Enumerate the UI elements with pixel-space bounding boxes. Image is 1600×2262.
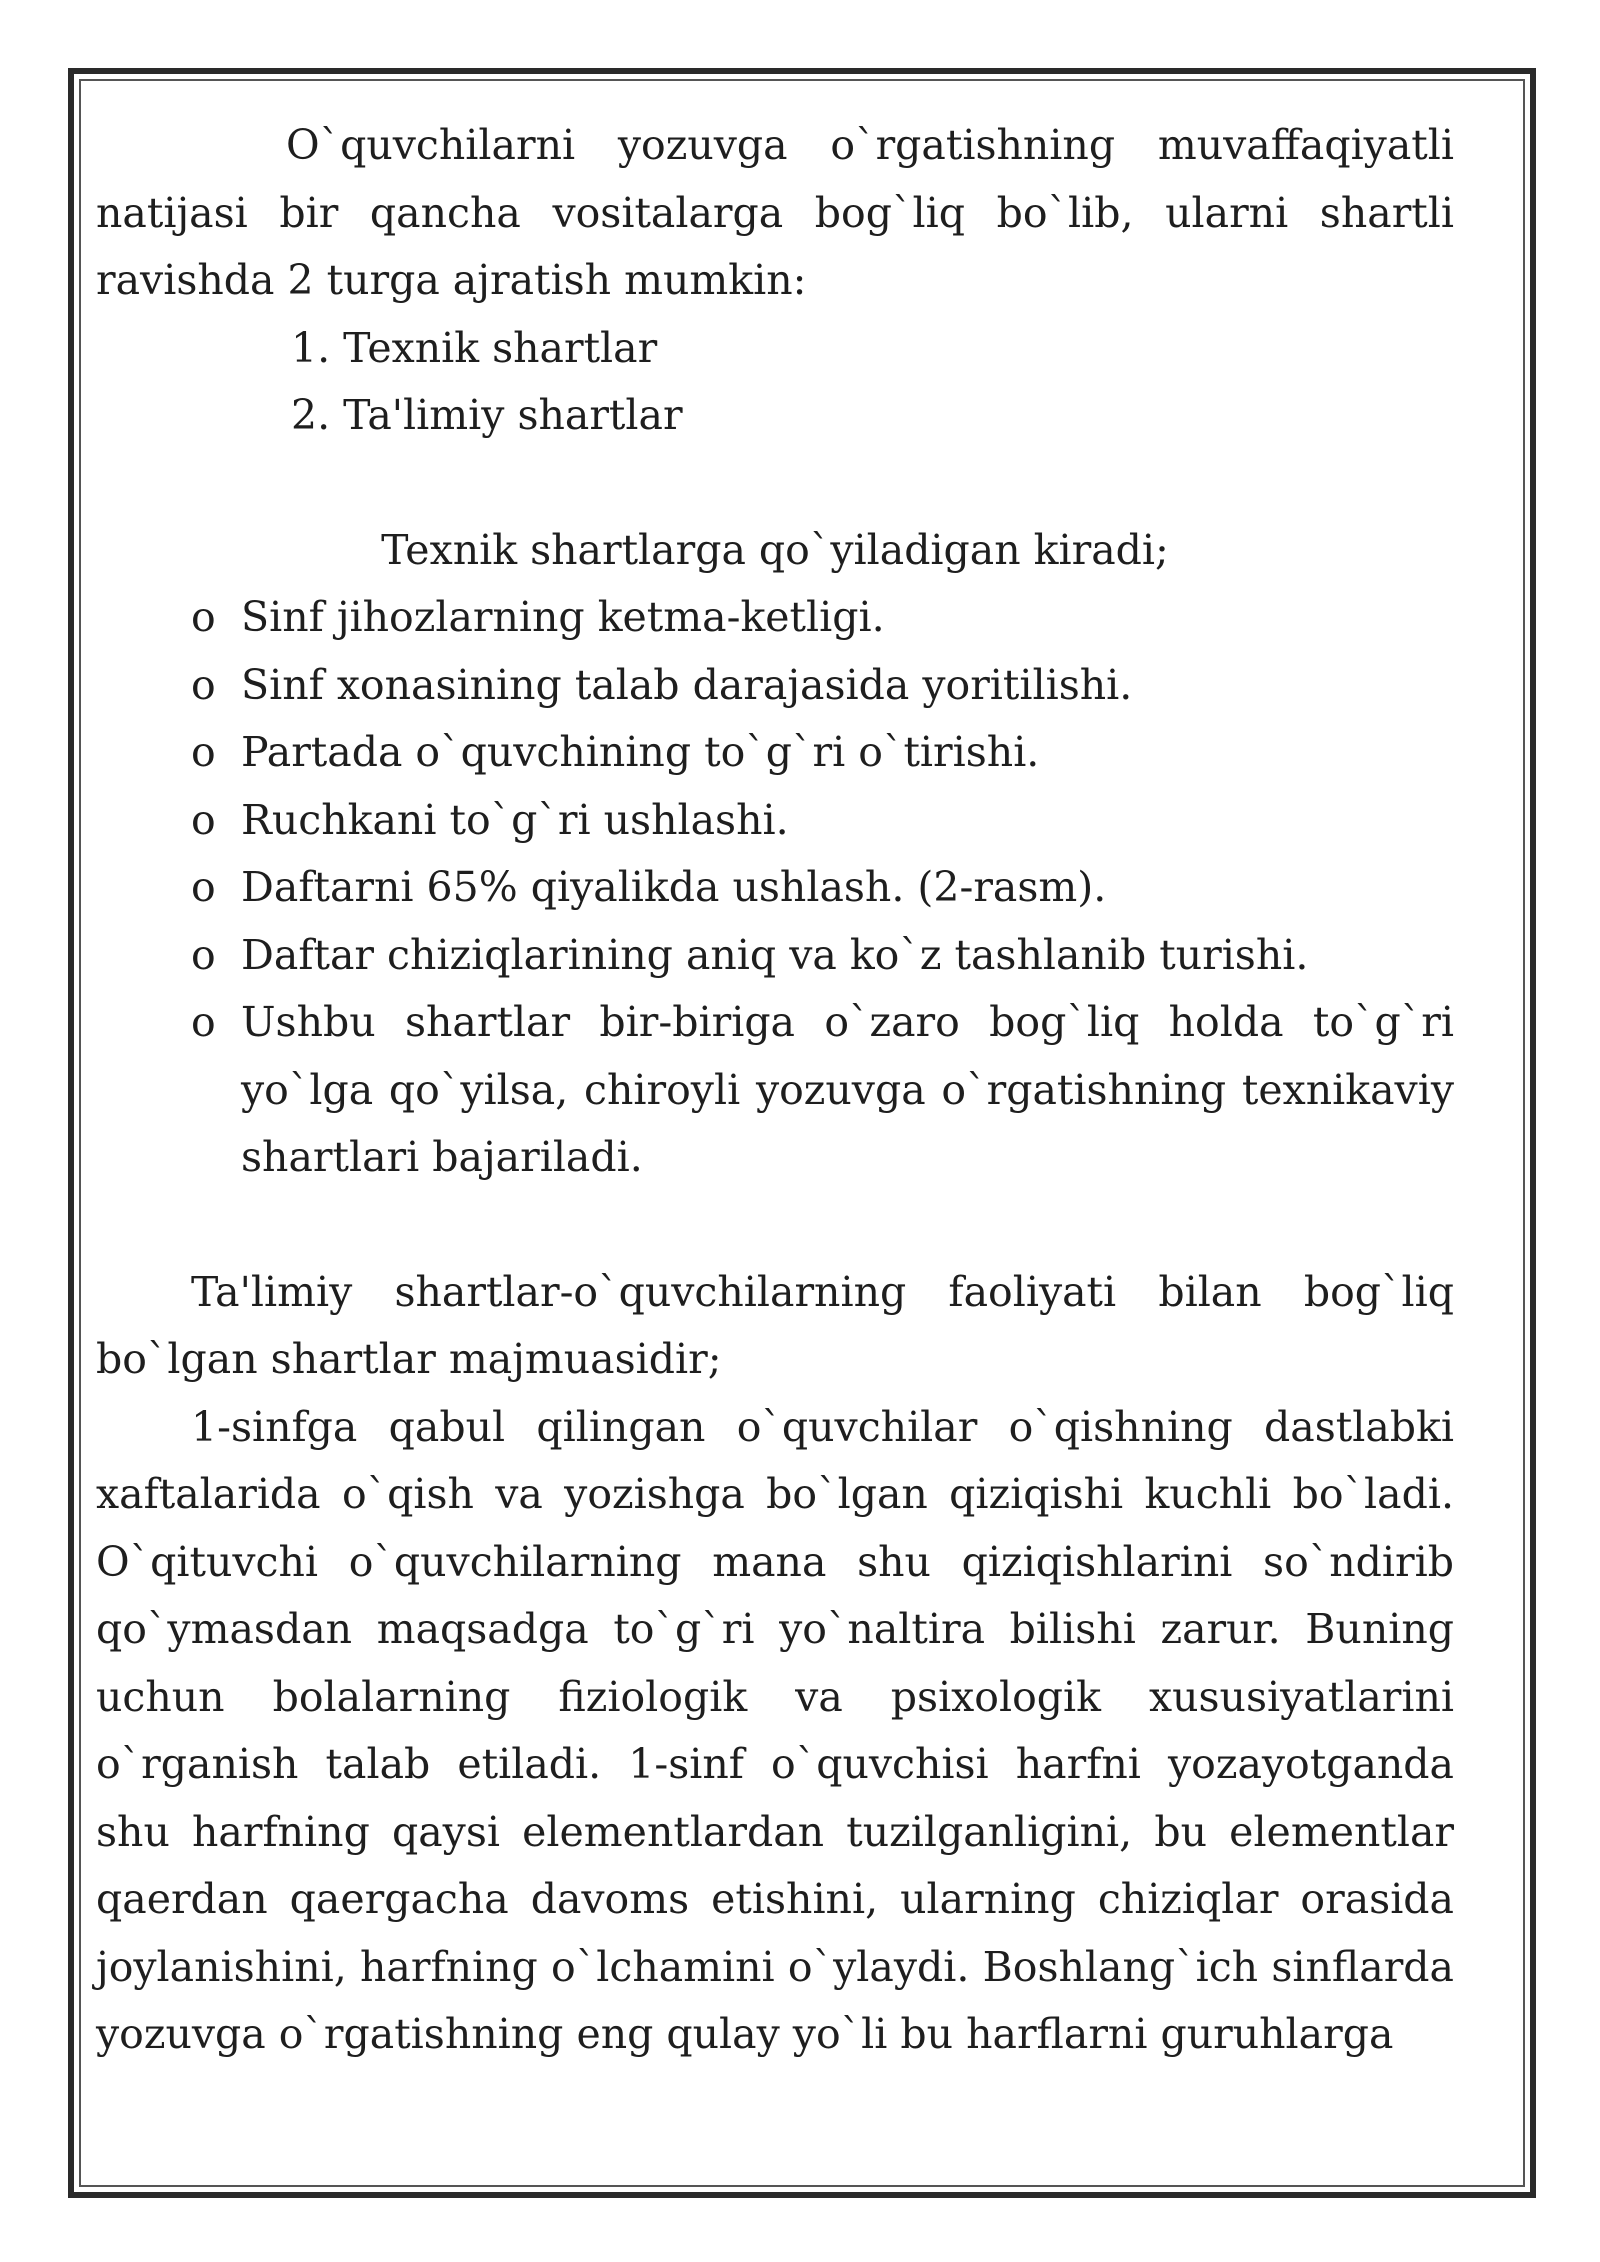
list-item — [96, 584, 1454, 652]
condition-type-didactic: 2. Ta'limiy shartlar — [291, 391, 683, 439]
list-item-text: Ruchkani to`g`ri ushlashi. — [241, 795, 789, 844]
bullet-marker: o — [191, 998, 216, 1046]
paragraph-spacer — [96, 1192, 1454, 1259]
technical-conditions-heading: Texnik shartlarga qo`yiladigan kiradi; — [381, 525, 1169, 574]
intro-paragraph: O`quvchilarni yozuvga o`rgatishning muvaffaqiyatli natijasi bir qancha vositalarga bog`liq bo`lib, ularni shartli ravishda 2 turga ajratish mumkin: — [96, 121, 1454, 304]
document-body — [96, 112, 1454, 2069]
bullet-marker: o — [191, 728, 216, 776]
list-item-text: Daftar chiziqlarining aniq va ko`z tashlanib turishi. — [241, 930, 1309, 979]
list-item — [96, 922, 1454, 990]
list-item-text: Ushbu shartlar bir-biriga o`zaro bog`liq holda to`g`ri yo`lga qo`yilsa, chiroyli yozuvga o`rgatishning texnikaviy shartlari bajariladi. — [241, 998, 1454, 1181]
bullet-marker: o — [191, 930, 216, 979]
list-item-text: Sinf jihozlarning ketma-ketligi. — [241, 593, 885, 641]
didactic-body-paragraph: 1-sinfga qabul qilingan o`quvchilar o`qishning dastlabki xaftalarida o`qish va yozishga bo`lgan qiziqishi kuchli bo`ladi. O`qituvchi o`quvchilarning mana shu qiziqishlarini so`ndirib qo`ymasdan maqsadga to`g`ri yo`naltira bilishi zarur. Buning uchun bolalarning fiziologik va psixologik xususiyatlarini o`rganish talab etiladi. 1-sinf o`quvchisi harfni yozayotganda shu harfning qaysi elementlardan tuzilganligini, bu elementlar qaerdan qaergacha davoms etishini, ularning chiziqlar orasida joylanishini, harfning o`lchamini o`ylaydi. Boshlang`ich sinflarda yozuvga o`rgatishning eng qulay yo`li bu harflarni guruhlarga — [96, 1402, 1454, 2058]
bullet-marker: o — [191, 660, 216, 709]
list-item — [96, 719, 1454, 787]
condition-types-list — [96, 315, 1454, 450]
list-item — [96, 854, 1454, 922]
bullet-marker: o — [191, 795, 216, 844]
list-item — [96, 787, 1454, 855]
bullet-marker: o — [191, 593, 216, 641]
list-item — [96, 989, 1454, 1192]
list-item — [96, 652, 1454, 720]
bullet-marker: o — [191, 863, 216, 911]
list-item-text: Partada o`quvchining to`g`ri o`tirishi. — [241, 728, 1040, 776]
didactic-intro-paragraph: Ta'limiy shartlar-o`quvchilarning faoliyati bilan bog`liq bo`lgan shartlar majmuasidir; — [96, 1267, 1454, 1383]
condition-type-technical: 1. Texnik shartlar — [291, 323, 658, 372]
technical-conditions-list — [96, 584, 1454, 1192]
list-item-text: Sinf xonasining talab darajasida yoritilishi. — [241, 660, 1133, 709]
list-item-text: Daftarni 65% qiyalikda ushlash. (2-rasm). — [241, 863, 1107, 911]
